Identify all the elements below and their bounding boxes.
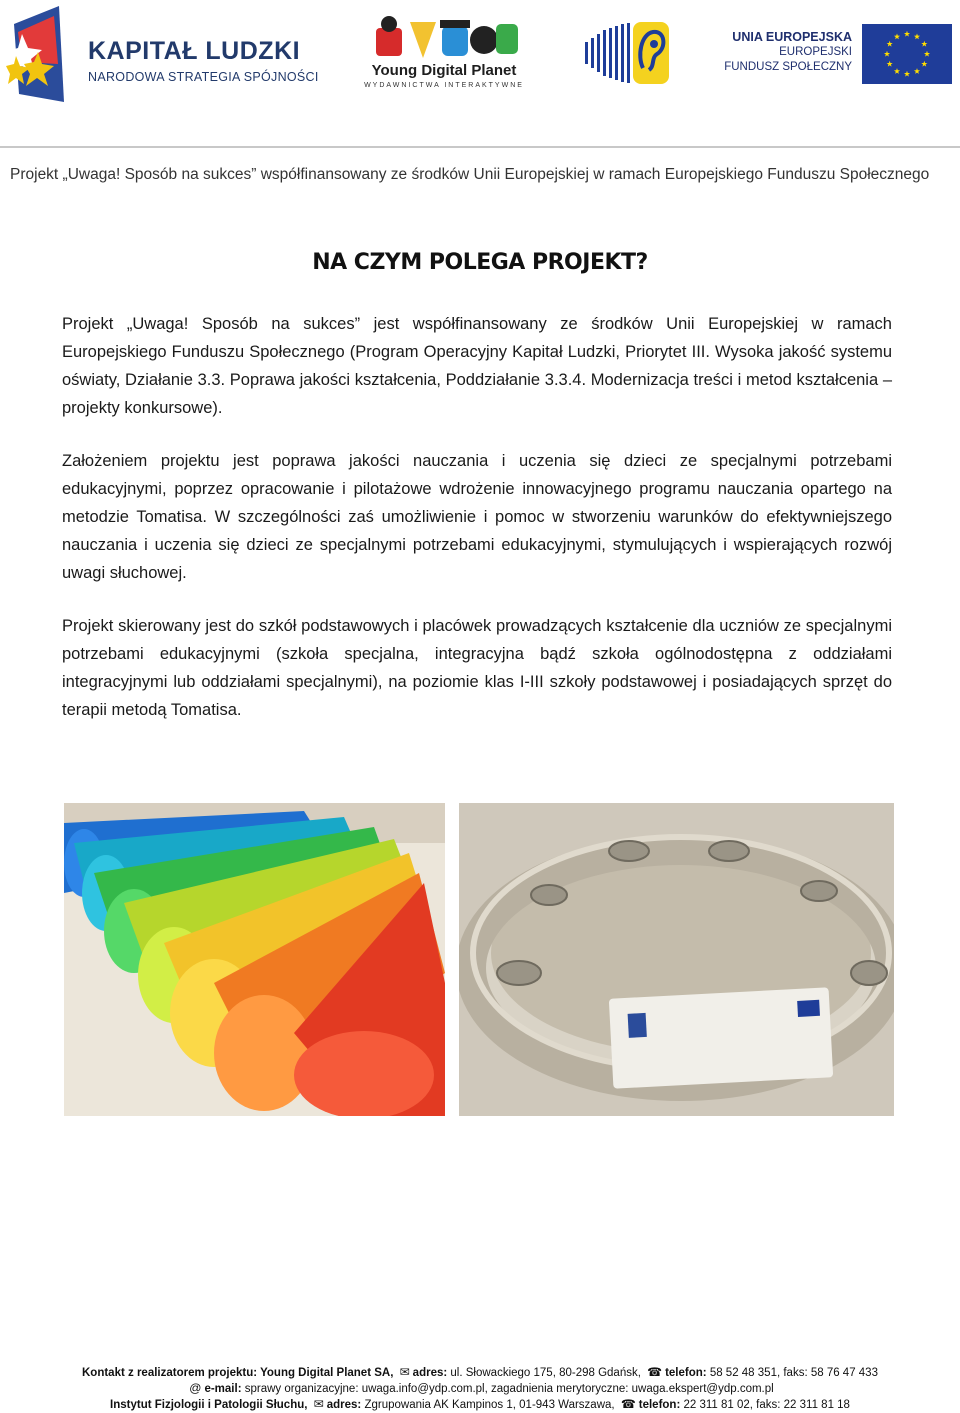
header-divider: [0, 146, 960, 148]
footer-address-label: adres:: [412, 1367, 448, 1379]
ydp-characters-icon: [372, 14, 522, 62]
footer-institute-phone-label: telefon:: [638, 1399, 681, 1411]
ear-logo-icon: [583, 20, 673, 86]
footer-email[interactable]: sprawy organizacyjne: uwaga.info@ydp.com.pl, zagadnienia merytoryczne: uwaga.ekspert@ydp.com.pl: [244, 1383, 774, 1395]
ydp-subtitle: WYDAWNICTWA INTERAKTYWNE: [364, 82, 524, 89]
young-digital-planet-logo: [358, 14, 530, 94]
kapital-ludzki-subtitle: NARODOWA STRATEGIA SPÓJNOŚCI: [88, 70, 319, 84]
eu-flag-icon: [862, 24, 952, 84]
footer-institute-address-label: adres:: [326, 1399, 362, 1411]
phone-icon: ☎: [620, 1397, 636, 1411]
footer-email-label: e-mail:: [204, 1383, 242, 1395]
footer-contact-line: [0, 1365, 960, 1381]
eu-text: [722, 30, 852, 75]
footer-contact-label: Kontakt z realizatorem projektu: Young Digital Planet SA,: [82, 1367, 394, 1379]
footer-institute-address: Zgrupowania AK Kampinos 1, 01-943 Warszawa,: [364, 1399, 615, 1411]
footer-phone: 58 52 48 351, faks: 58 76 47 433: [709, 1367, 878, 1379]
colored-tubes-illustration: [64, 803, 445, 1116]
eu-line1: UNIA EUROPEJSKA: [732, 30, 852, 44]
page-title: NA CZYM POLEGA PROJEKT?: [312, 250, 648, 275]
ydp-name: Young Digital Planet: [371, 62, 517, 79]
paragraph-audience: Projekt skierowany jest do szkół podstawowych i placówek prowadzących kształcenie dla uczniów ze specjalnymi potrzebami edukacyjnymi (szkoła specjalna, integracyjna bądź szkoła ogólnodostępna z oddziałami integracyjnymi lub oddziałami specjalnymi), na poziomie klas I-III szkoły podstawowej i posiadających sprzęt do terapii metodą Tomatisa.: [62, 617, 892, 719]
header-tagline: Projekt „Uwaga! Sposób na sukces” współfinansowany ze środków Unii Europejskiej w ramach Europejskiego Funduszu Społecznego: [10, 166, 930, 183]
envelope-icon: ✉: [313, 1397, 324, 1411]
footer-phone-label: telefon:: [665, 1367, 707, 1379]
eu-line3: FUNDUSZ SPOŁECZNY: [724, 61, 852, 73]
photo-boomwhacker-tubes: [64, 803, 445, 1116]
project-ear-logo: [583, 20, 673, 86]
paragraph-goal: Założeniem projektu jest poprawa jakości nauczania i uczenia się dzieci ze specjalnymi potrzebami edukacyjnymi, poprzez opracowanie i pilotażowe wdrożenie innowacyjnego programu nauczania opartego na metodzie Tomatisa. W szczególności zaś umożliwienie i pomoc w stworzeniu warunków do efektywniejszego nauczania i uczenia się dzieci ze specjalnymi potrzebami edukacyjnymi, stymulujących i wspierających rozwój uwagi słuchowej.: [62, 452, 892, 582]
tambourine-illustration: [459, 803, 894, 1116]
photo-tambourine: [459, 803, 894, 1116]
at-icon: @: [189, 1381, 202, 1395]
phone-icon: ☎: [647, 1365, 663, 1379]
footer-email-line: [0, 1381, 960, 1397]
footer-institute-label: Instytut Fizjologii i Patologii Słuchu,: [110, 1399, 308, 1411]
footer-address: ul. Słowackiego 175, 80-298 Gdańsk,: [450, 1367, 641, 1379]
kapital-ludzki-logo: [4, 4, 319, 104]
footer-institute-phone: 22 311 81 02, faks: 22 311 81 18: [683, 1399, 850, 1411]
eu-line2: EUROPEJSKI: [779, 46, 852, 58]
paragraph-intro: Projekt „Uwaga! Sposób na sukces” jest współfinansowany ze środków Unii Europejskiej w ramach Europejskiego Funduszu Społecznego (Program Operacyjny Kapitał Ludzki, Priorytet III. Wysoka jakość systemu oświaty, Działanie 3.3. Poprawa jakości kształcenia, Poddziałanie 3.3.4. Modernizacja treści i metod kształcenia – projekty konkursowe).: [62, 315, 892, 417]
kapital-ludzki-emblem-icon: [4, 4, 74, 104]
kapital-ludzki-title: KAPITAŁ LUDZKI: [88, 37, 301, 65]
eu-logo: [722, 20, 954, 90]
envelope-icon: ✉: [399, 1365, 410, 1379]
